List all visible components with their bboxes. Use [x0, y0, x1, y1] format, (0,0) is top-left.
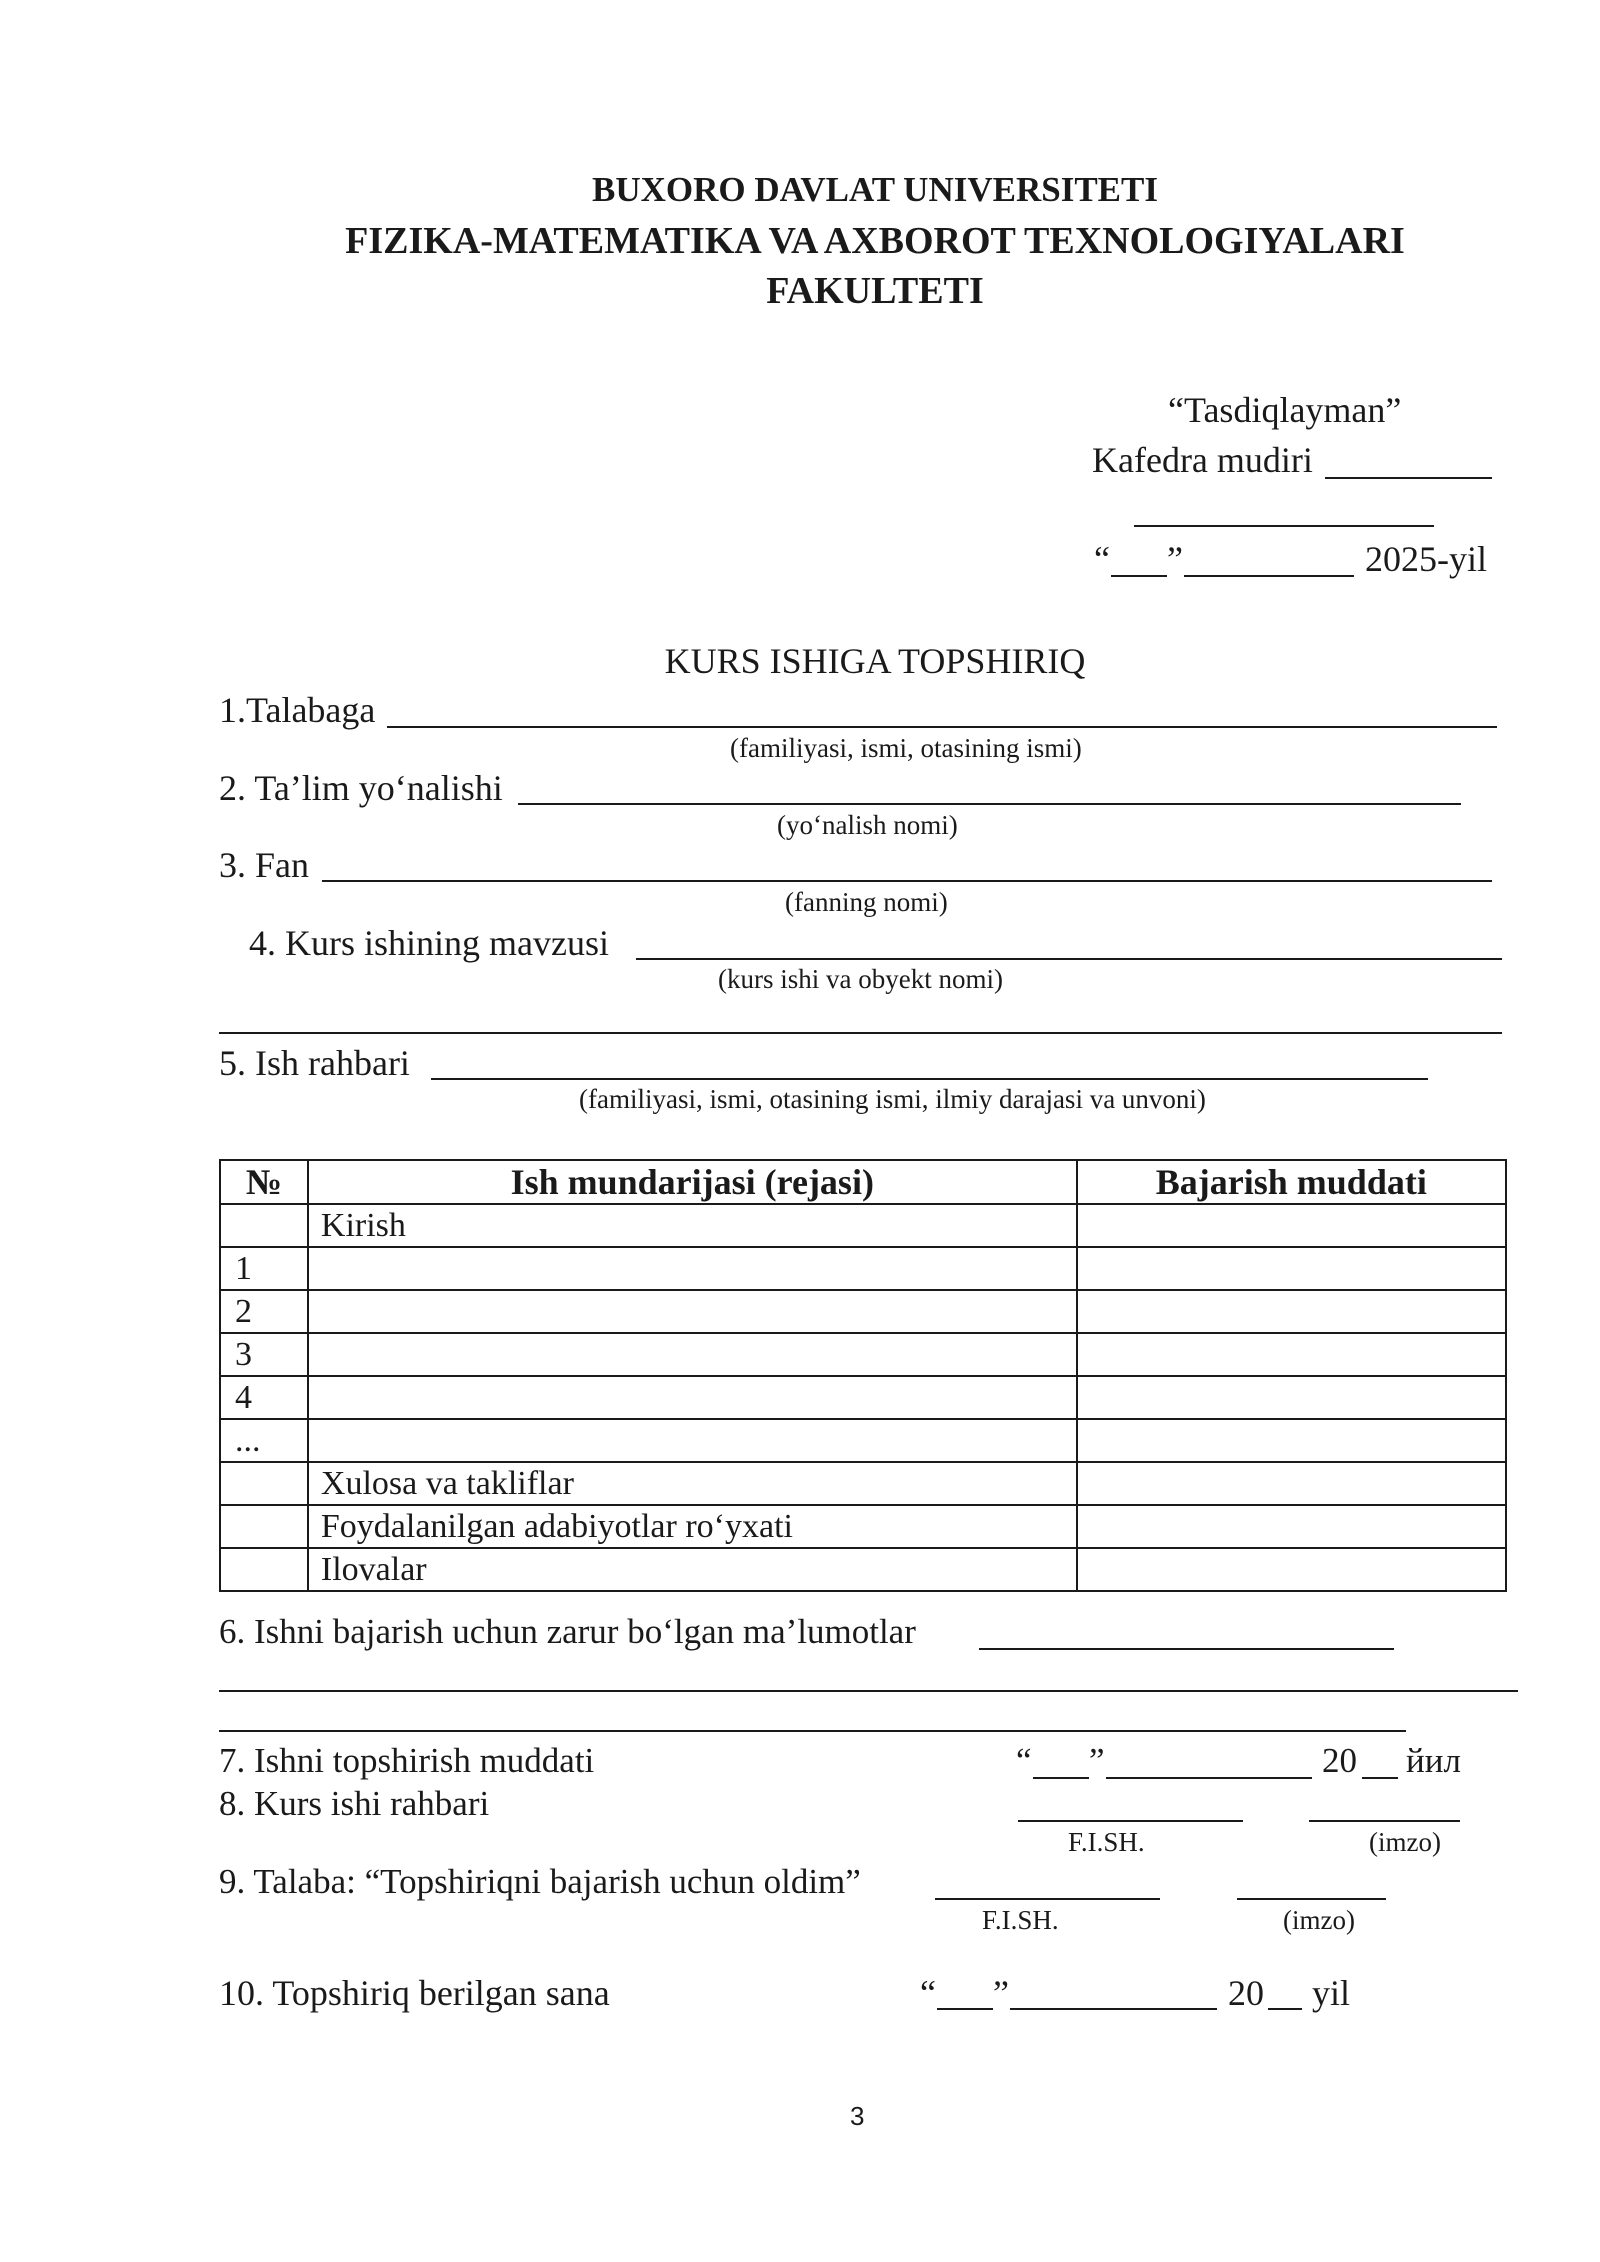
row-deadline-cell[interactable]	[1077, 1548, 1506, 1591]
item6-label: 6. Ishni bajarish uchun zarur bo‘lgan ma’lumotlar	[219, 1612, 916, 1651]
table-row	[220, 1462, 1506, 1505]
document-title: KURS ISHIGA TOPSHIRIQ	[664, 641, 1086, 681]
field-student-line[interactable]	[387, 726, 1497, 728]
header-deadline: Bajarish muddati	[1077, 1160, 1506, 1204]
item6-line-2[interactable]	[219, 1690, 1518, 1692]
row-deadline-cell[interactable]	[1077, 1376, 1506, 1419]
table-row	[220, 1290, 1506, 1333]
row-deadline-cell[interactable]	[1077, 1290, 1506, 1333]
item10-year-prefix: 20	[1228, 1973, 1264, 2013]
item9-signature-caption: (imzo)	[1283, 1905, 1355, 1935]
table-row	[220, 1376, 1506, 1419]
row-contents-cell: Foydalanilgan adabiyotlar ro‘yxati	[308, 1505, 1077, 1548]
table-row	[220, 1419, 1506, 1462]
item9-fish-line[interactable]	[935, 1898, 1160, 1900]
work-plan-table	[219, 1159, 1507, 1592]
field-supervisor-hint: (familiyasi, ismi, otasining ismi, ilmiy darajasi va unvoni)	[579, 1084, 1206, 1114]
approval-date-close-quote: ”	[1167, 539, 1183, 579]
item9-label: 9. Talaba: “Topshiriqni bajarish uchun oldim”	[219, 1862, 861, 1901]
field-topic-label: 4. Kurs ishining mavzusi	[249, 923, 609, 963]
row-contents-cell: Xulosa va takliflar	[308, 1462, 1077, 1505]
row-number-cell	[220, 1548, 308, 1591]
item10-open-quote: “	[920, 1973, 936, 2013]
approval-day-line[interactable]	[1111, 575, 1167, 577]
item7-year-prefix: 20	[1322, 1741, 1357, 1780]
row-number-cell: 2	[220, 1290, 308, 1333]
row-contents-cell: Ilovalar	[308, 1548, 1077, 1591]
row-contents-cell[interactable]	[308, 1247, 1077, 1290]
item10-month-line[interactable]	[1010, 2008, 1217, 2010]
field-student-hint: (familiyasi, ismi, otasining ismi)	[730, 733, 1082, 763]
faculty-name-line1: FIZIKA-MATEMATIKA VA AXBOROT TEXNOLOGIYALARI	[345, 220, 1405, 262]
row-deadline-cell[interactable]	[1077, 1204, 1506, 1247]
approval-head-label: Kafedra mudiri	[1092, 440, 1313, 480]
field-direction-label: 2. Ta’lim yo‘nalishi	[219, 768, 503, 808]
row-number-cell	[220, 1462, 308, 1505]
item8-fish-caption: F.I.SH.	[1068, 1827, 1145, 1857]
approval-month-line[interactable]	[1184, 575, 1354, 577]
row-deadline-cell[interactable]	[1077, 1333, 1506, 1376]
item9-fish-caption: F.I.SH.	[982, 1905, 1059, 1935]
table-row	[220, 1333, 1506, 1376]
field-topic-line[interactable]	[636, 958, 1502, 960]
item7-open-quote: “	[1016, 1741, 1032, 1780]
field-subject-label: 3. Fan	[219, 845, 309, 885]
field-subject-hint: (fanning nomi)	[785, 887, 948, 917]
approval-head-signature-line[interactable]	[1325, 477, 1492, 479]
row-number-cell: 4	[220, 1376, 308, 1419]
item8-signature-caption: (imzo)	[1369, 1827, 1441, 1857]
row-number-cell: ...	[220, 1419, 308, 1462]
field-topic-hint: (kurs ishi va obyekt nomi)	[718, 964, 1003, 994]
table-row	[220, 1204, 1506, 1247]
item10-close-quote: ”	[993, 1973, 1009, 2013]
field-subject-line[interactable]	[322, 880, 1492, 882]
item7-label: 7. Ishni topshirish muddati	[219, 1741, 595, 1780]
item7-month-line[interactable]	[1106, 1777, 1312, 1779]
item7-year-line[interactable]	[1362, 1777, 1398, 1779]
header-contents: Ish mundarijasi (rejasi)	[308, 1160, 1077, 1204]
item10-year-line[interactable]	[1268, 2008, 1302, 2010]
university-name: BUXORO DAVLAT UNIVERSITETI	[592, 170, 1158, 209]
item7-day-line[interactable]	[1033, 1777, 1089, 1779]
field-direction-line[interactable]	[518, 803, 1461, 805]
approval-year: 2025-yil	[1365, 539, 1487, 579]
row-contents-cell[interactable]	[308, 1419, 1077, 1462]
table-row	[220, 1505, 1506, 1548]
row-deadline-cell[interactable]	[1077, 1419, 1506, 1462]
row-deadline-cell[interactable]	[1077, 1505, 1506, 1548]
item10-day-line[interactable]	[937, 2008, 993, 2010]
field-topic-line-2[interactable]	[219, 1032, 1502, 1034]
row-contents-cell: Kirish	[308, 1204, 1077, 1247]
row-deadline-cell[interactable]	[1077, 1462, 1506, 1505]
field-student-label: 1.Talabaga	[219, 690, 376, 730]
table-row	[220, 1247, 1506, 1290]
item10-year-suffix: yil	[1312, 1973, 1351, 2013]
field-supervisor-line[interactable]	[431, 1078, 1428, 1080]
item8-label: 8. Kurs ishi rahbari	[219, 1784, 490, 1823]
item7-year-suffix: йил	[1406, 1741, 1461, 1780]
header-number: №	[220, 1160, 308, 1204]
row-number-cell	[220, 1204, 308, 1247]
row-number-cell	[220, 1505, 308, 1548]
item9-signature-line[interactable]	[1237, 1898, 1386, 1900]
row-contents-cell[interactable]	[308, 1333, 1077, 1376]
approval-name-line[interactable]	[1134, 525, 1434, 527]
item8-fish-line[interactable]	[1018, 1820, 1243, 1822]
item10-label: 10. Topshiriq berilgan sana	[219, 1973, 610, 2013]
row-number-cell: 3	[220, 1333, 308, 1376]
row-deadline-cell[interactable]	[1077, 1247, 1506, 1290]
faculty-name-line2: FAKULTETI	[766, 270, 984, 312]
item8-signature-line[interactable]	[1309, 1820, 1460, 1822]
table-header-row	[220, 1160, 1506, 1204]
approval-date-open-quote: “	[1094, 539, 1110, 579]
approval-title: “Tasdiqlayman”	[1168, 390, 1402, 430]
item6-line-1[interactable]	[979, 1648, 1394, 1650]
row-number-cell: 1	[220, 1247, 308, 1290]
item7-close-quote: ”	[1089, 1741, 1105, 1780]
field-supervisor-label: 5. Ish rahbari	[219, 1043, 410, 1083]
row-contents-cell[interactable]	[308, 1376, 1077, 1419]
table-row	[220, 1548, 1506, 1591]
field-direction-hint: (yo‘nalish nomi)	[777, 810, 958, 840]
row-contents-cell[interactable]	[308, 1290, 1077, 1333]
item6-line-3[interactable]	[219, 1730, 1406, 1732]
page-number: 3	[850, 2101, 865, 2131]
